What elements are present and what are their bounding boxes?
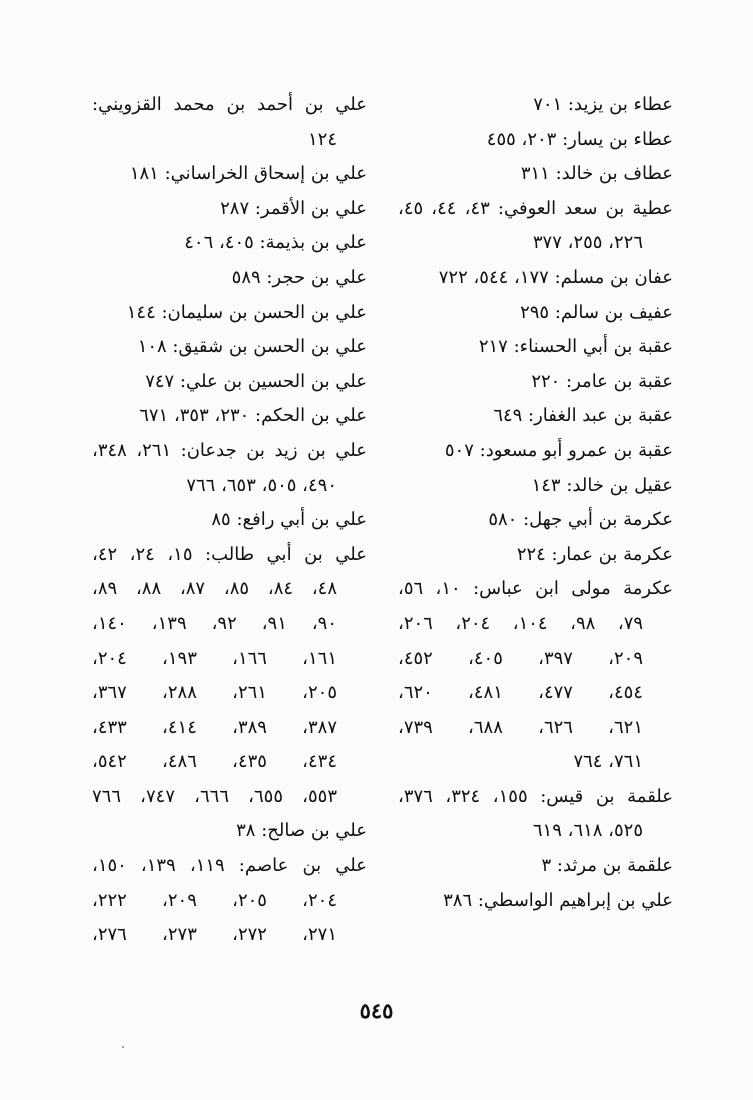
index-entry-line: ٥٥٣، ٦٥٥، ٦٦٦، ٧٤٧، ٧٦٦ bbox=[92, 785, 338, 807]
index-entry-line: ٢٢٦، ٢٥٥، ٣٧٧ bbox=[532, 232, 643, 254]
index-entry-line: ٢٧١، ٢٧٢، ٢٧٣، ٢٧٦، bbox=[92, 924, 338, 946]
speck-mark bbox=[122, 1046, 124, 1048]
index-entry-line: ٤٣٤، ٤٣٥، ٤٨٦، ٥٤٢، bbox=[92, 751, 338, 773]
index-entry-line: ٤٥٤، ٤٧٧، ٤٨١، ٦٢٠، bbox=[398, 682, 644, 704]
index-entry-line: عطية بن سعد العوفي: ٤٣، ٤٤، ٤٥، bbox=[398, 197, 674, 219]
index-entry-line: ٧٩، ٩٨، ١٠٤، ٢٠٤، ٢٠٦، bbox=[398, 612, 644, 634]
index-entry-line: ٣٨٧، ٣٨٩، ٤١٤، ٤٣٣، bbox=[92, 716, 338, 738]
index-entry-line: علي بن عاصم: ١١٩، ١٣٩، ١٥٠، bbox=[92, 855, 367, 877]
index-entry-line: ٢٠٥، ٢٦١، ٢٨٨، ٣٦٧، bbox=[92, 682, 338, 704]
index-entry-line: ٩٠، ٩١، ٩٢، ١٣٩، ١٤٠، bbox=[92, 612, 337, 634]
index-entry-line: عكرمة بن عمار: ٢٢٤ bbox=[516, 543, 673, 565]
index-entry-line: عفيف بن سالم: ٢٩٥ bbox=[520, 301, 673, 323]
index-entry-line: علي بن إسحاق الخراساني: ١٨١ bbox=[129, 163, 367, 185]
index-entry-line: عقبة بن أبي الحسناء: ٢١٧ bbox=[478, 336, 673, 358]
index-entry-line: علي بن إبراهيم الواسطي: ٣٨٦ bbox=[443, 889, 673, 911]
index-entry-line: ١٢٤ bbox=[307, 128, 337, 150]
index-entry-line: عقبة بن عامر: ٢٢٠ bbox=[531, 370, 673, 392]
index-entry-line: علي بن الأقمر: ٢٨٧ bbox=[220, 197, 367, 219]
index-entry-line: ٥٢٥، ٦١٨، ٦١٩ bbox=[532, 820, 643, 842]
index-entry-line: عقيل بن خالد: ١٤٣ bbox=[531, 474, 673, 496]
index-column-left bbox=[92, 88, 367, 953]
index-entry-line: عقبة بن عمرو أبو مسعود: ٥٠٧ bbox=[444, 439, 673, 461]
index-entry-line: عقبة بن عبد الغفار: ٦٤٩ bbox=[493, 405, 673, 427]
page-number: ٥٤٥ bbox=[359, 998, 394, 1023]
index-entry-line: عطاء بن يزيد: ٧٠١ bbox=[533, 94, 673, 115]
index-entry-line: علي بن أبي طالب: ١٥، ٢٤، ٤٢، bbox=[92, 543, 368, 565]
index-entry-line: ٢٠٤، ٢٠٥، ٢٠٩، ٢٢٢، bbox=[92, 889, 338, 911]
index-entry-line: عكرمة بن أبي جهل: ٥٨٠ bbox=[488, 509, 673, 531]
index-entry-line: عطاف بن خالد: ٣١١ bbox=[520, 163, 673, 185]
index-column-right bbox=[398, 88, 673, 918]
index-entry-line: ٤٩٠، ٥٠٥، ٦٥٣، ٧٦٦ bbox=[186, 474, 337, 496]
index-entry-line: ٢٠٩، ٣٩٧، ٤٠٥، ٤٥٢، bbox=[398, 647, 644, 669]
index-entry-line: علي بن بذيمة: ٤٠٥، ٤٠٦ bbox=[184, 232, 367, 254]
index-entry-line: ٧٦١، ٧٦٤ bbox=[573, 751, 643, 773]
index-entry-line: علقمة بن قيس: ١٥٥، ٣٢٤، ٣٧٦، bbox=[398, 785, 673, 807]
index-entry-line: عطاء بن يسار: ٢٠٣، ٤٥٥ bbox=[486, 128, 673, 150]
index-entry-line: علي بن أحمد بن محمد القزويني: bbox=[92, 94, 367, 115]
index-entry-line: عكرمة مولى ابن عباس: ١٠، ٥٦، bbox=[398, 578, 674, 600]
index-entry-line: علي بن الحسن بن سليمان: ١٤٤ bbox=[126, 301, 367, 323]
index-entry-line: علقمة بن مرثد: ٣ bbox=[541, 855, 673, 877]
index-entry-line: ٦٢١، ٦٢٦، ٦٨٨، ٧٣٩، bbox=[398, 716, 644, 738]
index-entry-line: علي بن حجر: ٥٨٩ bbox=[231, 266, 367, 288]
index-entry-line: ١٦١، ١٦٦، ١٩٣، ٢٠٤، bbox=[92, 647, 338, 669]
index-entry-line: علي بن الحسين بن علي: ٧٤٧ bbox=[145, 370, 367, 392]
index-entry-line: ٤٨، ٨٤، ٨٥، ٨٧، ٨٨، ٨٩، bbox=[92, 578, 337, 600]
index-entry-line: علي بن صالح: ٣٨ bbox=[236, 820, 367, 842]
index-entry-line: علي بن أبي رافع: ٨٥ bbox=[211, 509, 367, 531]
index-entry-line: علي بن زيد بن جدعان: ٢٦١، ٣٤٨، bbox=[92, 439, 368, 461]
index-entry-line: عفان بن مسلم: ١٧٧، ٥٤٤، ٧٢٢ bbox=[438, 266, 673, 288]
index-entry-line: علي بن الحسن بن شقيق: ١٠٨ bbox=[137, 336, 367, 358]
index-entry-line: علي بن الحكم: ٢٣٠، ٣٥٣، ٦٧١ bbox=[139, 405, 367, 427]
